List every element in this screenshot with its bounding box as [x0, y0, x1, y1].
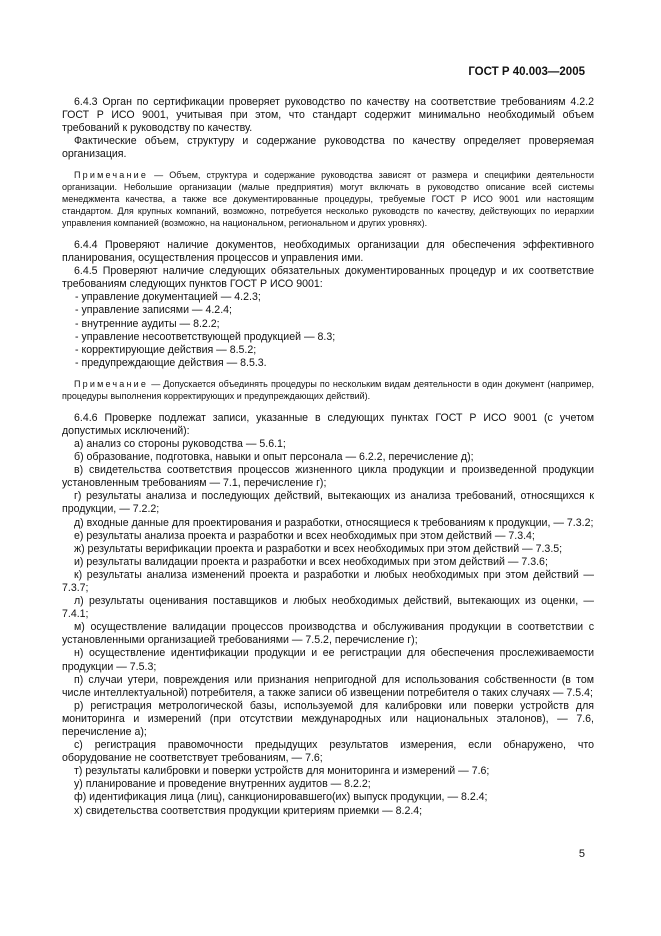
page-number: 5 — [578, 848, 585, 860]
list-item: д) входные данные для проектирования и разработки, относящиеся к требованиям к продукции, — 7.3.2; — [74, 516, 594, 529]
note-1 — [62, 170, 594, 230]
note-1-label: Примечание — [74, 170, 149, 181]
paragraph-6-4-3: 6.4.3 Орган по сертификации проверяет руководство по качеству на соответствие требованиям 4.2.2 ГОСТ Р ИСО 9001, учитывая при этом, что стандарт содержит минимально необходимый объем требований к руководству по качеству. — [62, 96, 594, 135]
list-item: м) осуществление валидации процессов производства и обслуживания продукции в соответствии с установленными организацией требованиями — 7.5.2, перечисление г); — [62, 621, 594, 647]
list-item: т) результаты калибровки и поверки устройств для мониторинга и измерений — 7.6; — [74, 765, 490, 778]
list-item: х) свидетельства соответствия продукции критериям приемки — 8.2.4; — [74, 804, 423, 817]
note-1-text: — Объем, структура и содержание руководства зависят от размера и специфики деятельности организации. Небольшие организации (малые предприятия) могут включать в руководство описание всей системы менеджмента качества, а также все документированные процедуры, требуемые ГОСТ Р ИСО 9001 или настоящим стандартом. Для крупных компаний, возможно, потребуется несколько руководств по качеству, действующих по иерархии управления компанией (возможно, на национальном, региональном и других уровнях). — [62, 170, 594, 229]
list-item: - корректирующие действия — 8.5.2; — [75, 343, 257, 356]
list-item: - предупреждающие действия — 8.5.3. — [75, 356, 267, 369]
list-item: п) случаи утери, повреждения или признания непригодной для использования собственности (в том числе интеллектуальной) потребителя, а также записи об извещении потребителя о таких случаях — 7.5.4; — [62, 673, 594, 699]
list-item: н) осуществление идентификации продукции и ее регистрации для обеспечения прослеживаемости продукции — 7.5.3; — [62, 647, 594, 673]
paragraph-6-4-5: 6.4.5 Проверяют наличие следующих обязательных документированных процедур и их соответствие требованиям следующих пунктов ГОСТ Р ИСО 9001: — [62, 265, 594, 291]
list-item: у) планирование и проведение внутренних аудитов — 8.2.2; — [74, 778, 371, 791]
list-item: в) свидетельства соответствия процессов жизненного цикла продукции и произведенной продукции установленным требованиям — 7.1, перечисление г); — [62, 464, 594, 490]
list-item: к) результаты анализа изменений проекта и разработки и любых необходимых при этом действий — 7.3.7; — [62, 568, 594, 594]
list-item: с) регистрация правомочности предыдущих результатов измерения, если обнаружено, что оборудование не соответствует требованиям, — 7.6; — [62, 739, 594, 765]
document-header: ГОСТ Р 40.003—2005 — [468, 66, 585, 78]
list-item: - управление документацией — 4.2.3; — [75, 291, 261, 304]
list-item: - управление несоответствующей продукцией — 8.3; — [75, 330, 336, 343]
note-2-label: Примечание — [74, 378, 149, 389]
list-item: е) результаты анализа проекта и разработки и всех необходимых при этом действий — 7.3.4; — [74, 529, 535, 542]
paragraph-6-4-4: 6.4.4 Проверяют наличие документов, необходимых организации для обеспечения эффективного планирования, осуществления процессов и управления ими. — [62, 239, 594, 265]
note-2 — [62, 379, 594, 403]
list-item: г) результаты анализа и последующих действий, вытекающих из анализа требований, относящихся к продукции, — 7.2.2; — [62, 490, 594, 516]
note-2-text: — Допускается объединять процедуры по нескольким видам деятельности в один документ (например, процедуры выполнения корректирующих и предупреждающих действий). — [62, 378, 594, 401]
list-item: б) образование, подготовка, навыки и опыт персонала — 6.2.2, перечисление д); — [74, 451, 474, 464]
paragraph-6-4-3-cont: Фактические объем, структуру и содержание руководства по качеству определяет проверяемая организация. — [62, 135, 594, 161]
list-item: р) регистрация метрологической базы, используемой для калибровки или поверки устройств для мониторинга и измерений (при отсутствии международных или национальных эталонов), — 7.6, перечисление а); — [62, 699, 594, 738]
list-item: - внутренние аудиты — 8.2.2; — [75, 317, 220, 330]
list-item: ф) идентификация лица (лиц), санкционировавшего(их) выпуск продукции, — 8.2.4; — [74, 791, 488, 804]
list-item: а) анализ со стороны руководства — 5.6.1; — [74, 437, 286, 450]
list-item: ж) результаты верификации проекта и разработки и всех необходимых при этом действий — 7.3.5; — [74, 542, 563, 555]
page-content — [62, 96, 594, 818]
list-item: и) результаты валидации проекта и разработки и всех необходимых при этом действий — 7.3.6; — [74, 555, 548, 568]
paragraph-6-4-6: 6.4.6 Проверке подлежат записи, указанные в следующих пунктах ГОСТ Р ИСО 9001 (с учетом допустимых исключений): — [62, 411, 594, 437]
list-item: - управление записями — 4.2.4; — [75, 304, 232, 317]
list-item: л) результаты оценивания поставщиков и любых необходимых действий, вытекающих из оценки, — 7.4.1; — [62, 595, 594, 621]
